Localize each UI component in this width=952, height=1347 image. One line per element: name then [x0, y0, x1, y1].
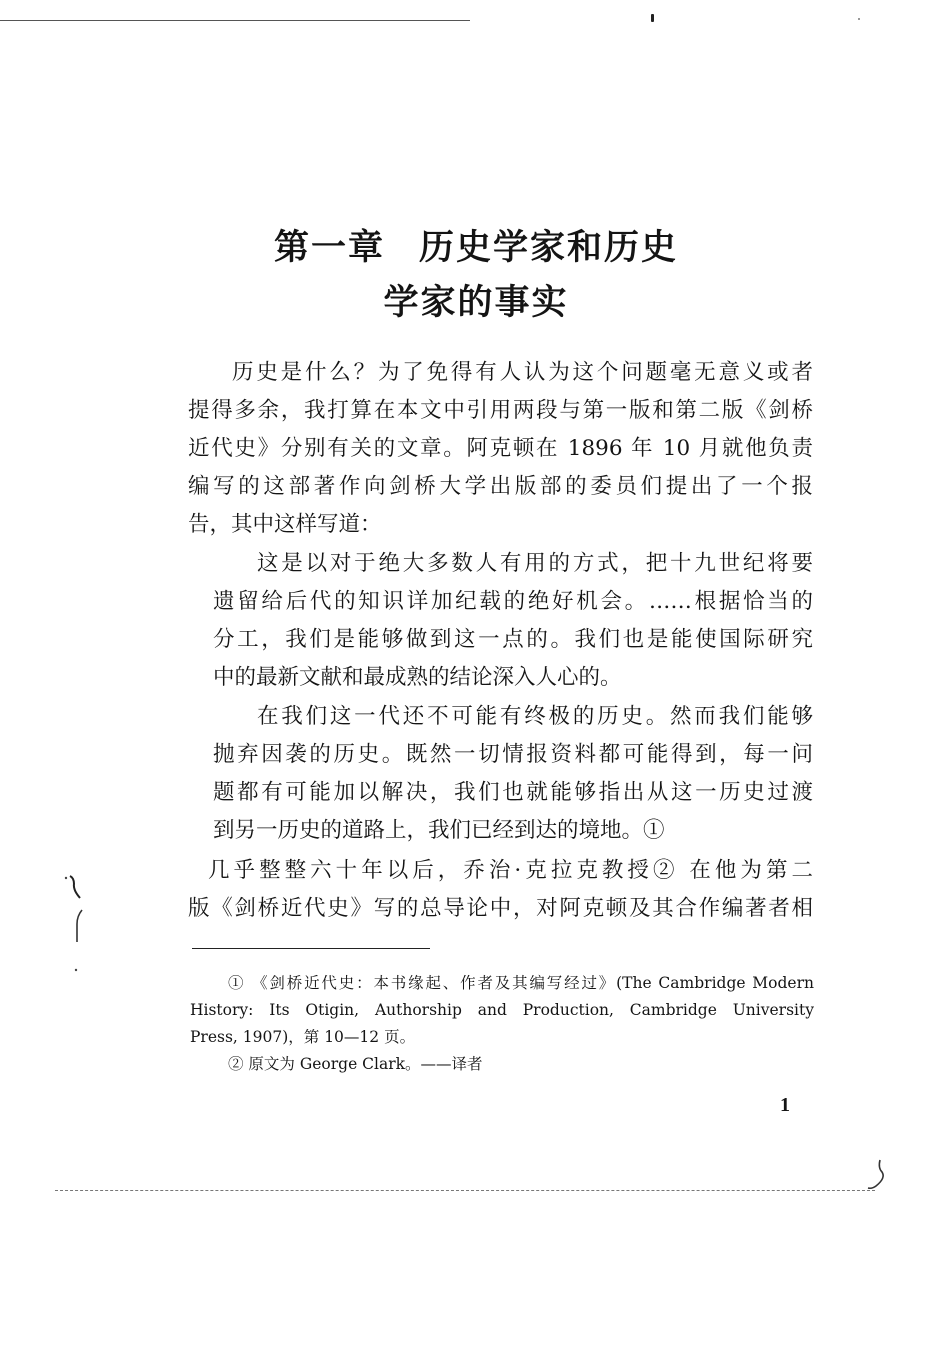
footnote-divider	[192, 948, 430, 949]
text-line: 告，其中这样写道：	[188, 512, 382, 537]
scan-top-rule	[0, 20, 470, 21]
text-line: 在我们这一代还不可能有终极的历史。然而我们能够	[257, 704, 813, 729]
text-line: 几乎整整六十年以后，乔治·克拉克教授② 在他为第二	[208, 858, 813, 883]
chapter-number: 第一章	[273, 227, 385, 268]
text-line: 近代史》分别有关的文章。阿克顿在 1896 年 10 月就他负责	[188, 436, 813, 461]
text-line: 这是以对于绝大多数人有用的方式，把十九世纪将要	[257, 551, 813, 576]
text-line: 分工，我们是能够做到这一点的。我们也是能使国际研究	[213, 627, 813, 652]
chapter-title-line2: 学家的事实	[383, 282, 569, 323]
text-line: 题都有可能加以解决，我们也就能够指出从这一历史过渡	[213, 780, 813, 805]
footnote-line: ② 原文为 George Clark。——译者	[228, 1055, 483, 1073]
block-quote-1	[213, 545, 813, 697]
paragraph-1	[188, 354, 813, 544]
page-number: 1	[780, 1094, 790, 1116]
scan-corner-mark	[866, 1158, 890, 1192]
footnote-line: Press, 1907)，第 10—12 页。	[190, 1028, 416, 1046]
footnotes	[190, 970, 814, 1078]
scan-bottom-rule	[55, 1190, 875, 1191]
block-quote-2	[213, 698, 813, 850]
paragraph-2	[188, 852, 813, 928]
footnote-line: ① 《剑桥近代史：本书缘起、作者及其编写经过》(The Cambridge Modern	[228, 974, 814, 992]
text-line: 编写的这部著作向剑桥大学出版部的委员们提出了一个报	[188, 474, 813, 499]
scan-speck	[858, 18, 860, 20]
text-line: 历史是什么？为了免得有人认为这个问题毫无意义或者	[232, 360, 813, 385]
text-line: 中的最新文献和最成熟的结论深入人心的。	[213, 665, 622, 690]
chapter-title-text: 历史学家和历史	[419, 227, 679, 268]
text-line: 提得多余，我打算在本文中引用两段与第一版和第二版《剑桥	[188, 398, 813, 423]
text-line: 到另一历史的道路上，我们已经到达的境地。①	[213, 818, 665, 843]
text-line: 版《剑桥近代史》写的总导论中，对阿克顿及其合作编著者相	[188, 896, 813, 921]
scan-margin-mark	[62, 872, 92, 972]
text-line: 抛弃因袭的历史。既然一切情报资料都可能得到，每一问	[213, 742, 813, 767]
chapter-title-line1	[0, 227, 952, 268]
scan-speck	[651, 14, 654, 22]
footnote-line: History: Its Otigin, Authorship and Production, Cambridge University	[190, 1001, 814, 1019]
text-line: 遗留给后代的知识详加纪载的绝好机会。……根据恰当的	[213, 589, 813, 614]
